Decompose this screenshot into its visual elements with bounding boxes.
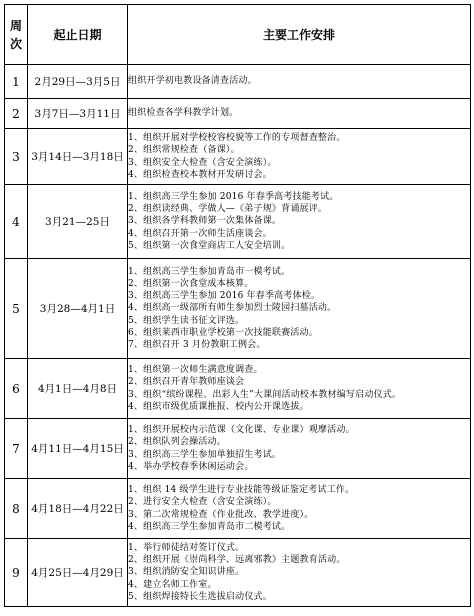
task-item: 4、组织检查校本教材开发研讨会。	[128, 169, 272, 180]
week-number: 7	[5, 419, 28, 479]
header-tasks: 主要工作安排	[128, 5, 471, 65]
date-range: 3月7日—3月11日	[28, 99, 128, 129]
header-week-char-1: 周	[9, 18, 22, 33]
table-row	[5, 129, 471, 185]
task-item: 1、组织高三学生参加 2016 年春季高考技能考试。	[128, 191, 339, 202]
task-item: 3、第二次常规检查（作业批改、教学进度）。	[128, 509, 314, 520]
task-item: 5、组织焊接特长生选拔启动仪式。	[128, 591, 272, 602]
task-item: 1、组织第一次师生满意度调查。	[128, 365, 263, 376]
task-item: 1、组织开展对学校校容校貌等工作的专项督查整治。	[128, 133, 346, 144]
task-item: 3、组织消防安全知识讲座。	[128, 567, 245, 578]
date-range: 4月18日—4月22日	[28, 479, 128, 539]
date-range: 3月28—4月1日	[28, 259, 128, 359]
date-range: 3月14日—3月18日	[28, 129, 128, 185]
task-item: 1、组织高三学生参加青岛市一模考试。	[128, 266, 291, 277]
week-number: 3	[5, 129, 28, 185]
task-list	[128, 65, 471, 99]
task-item: 1、举行师徒结对签订仪式。	[128, 542, 245, 553]
task-list	[128, 539, 471, 607]
date-range: 4月11日—4月15日	[28, 419, 128, 479]
task-item: 4、组织高一级部所有师生参加烈士陵园扫墓活动。	[128, 303, 337, 314]
week-number: 9	[5, 539, 28, 607]
task-item: 3、组织安全大检查（含安全演练）。	[128, 157, 277, 168]
header-week-char-2: 次	[9, 36, 22, 51]
header-week	[5, 5, 28, 65]
task-item: 7、组织召开 3 月份教职工例会。	[128, 340, 266, 350]
task-item: 3、组织“缤纷课程、出彩人生”大课间活动校本教材编写启动仪式。	[128, 389, 402, 400]
task-item: 4、组织召开第一次师生活座谈会。	[128, 228, 272, 239]
task-item: 2、组织第一次食堂成本核算。	[128, 278, 254, 289]
header-date: 起止日期	[28, 5, 128, 65]
week-number: 5	[5, 259, 28, 359]
task-item: 2、组织读经典、学做人—《弟子规》背诵展评。	[128, 204, 328, 215]
table-row	[5, 479, 471, 539]
table-row	[5, 419, 471, 479]
table-row	[5, 539, 471, 607]
week-number: 8	[5, 479, 28, 539]
task-list	[128, 129, 471, 185]
task-item: 2、组织常规检查（备课）。	[128, 145, 240, 156]
task-item: 4、建立名师工作室。	[128, 579, 217, 590]
table-row	[5, 185, 471, 259]
task-item: 2、组织开展《崇尚科学、远离邪教》主题教育活动。	[128, 555, 346, 566]
header-row	[5, 5, 471, 65]
task-item: 1、组织开展校内示范课（文化课、专业课）观摩活动。	[128, 425, 355, 436]
task-item: 4、组织高三学生参加青岛市二模考试。	[128, 521, 291, 532]
task-item: 4、举办学校春季休闲运动会。	[128, 461, 254, 472]
task-item: 组织检查各学科教学计划。	[128, 108, 239, 119]
week-number: 6	[5, 359, 28, 419]
task-item: 1、组织 14 级学生进行专业技能等级证鉴定考试工作。	[128, 485, 355, 496]
task-item: 3、组织高三学生参加 2016 年春季高考体检。	[128, 291, 321, 302]
task-list	[128, 479, 471, 539]
task-item: 组织开学初电教设备清查活动。	[128, 76, 257, 87]
task-list	[128, 259, 471, 359]
task-item: 4、组织市级优质课推报、校内公开课选拔。	[128, 401, 309, 412]
task-item: 3、组织高三学生参加单独招生考试。	[128, 449, 282, 460]
task-item: 2、组织召开青年教师座谈会	[128, 377, 245, 388]
task-list	[128, 185, 471, 259]
task-item: 6、组织莱西市职业学校第一次技能联赛活动。	[128, 327, 318, 338]
task-list	[128, 359, 471, 419]
table-row	[5, 99, 471, 129]
date-range: 2月29日—3月5日	[28, 65, 128, 99]
task-item: 5、组织第一次食堂商店工人安全培训。	[128, 240, 291, 251]
task-item: 3、组织各学科教师第一次集体备课。	[128, 216, 282, 227]
table-row	[5, 65, 471, 99]
table-row	[5, 259, 471, 359]
table-row	[5, 359, 471, 419]
week-number: 1	[5, 65, 28, 99]
date-range: 4月1日—4月8日	[28, 359, 128, 419]
task-list	[128, 419, 471, 479]
task-list	[128, 99, 471, 129]
date-range: 3月21—25日	[28, 185, 128, 259]
week-number: 4	[5, 185, 28, 259]
task-item: 2、进行安全大检查（含安全演练）。	[128, 497, 277, 508]
task-item: 5、组织学生读书征文评选。	[128, 315, 245, 326]
date-range: 4月25日—4月29日	[28, 539, 128, 607]
work-schedule-table	[4, 4, 471, 607]
week-number: 2	[5, 99, 28, 129]
task-item: 2、组织队列会操活动。	[128, 437, 226, 448]
